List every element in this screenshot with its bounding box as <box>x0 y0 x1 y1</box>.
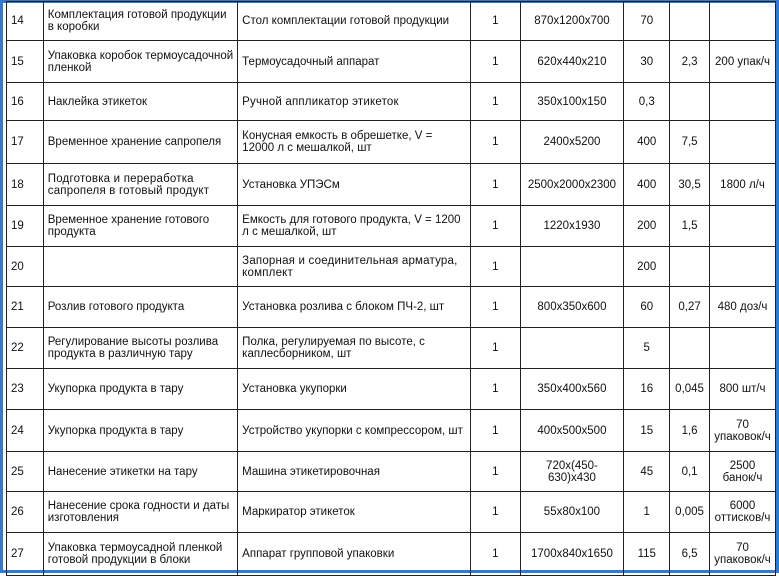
equipment-name-cell: Машина этикетировочная <box>238 452 471 492</box>
mass-value-cell: 0,1 <box>670 452 710 492</box>
power-value-cell: 16 <box>624 369 670 410</box>
productivity-value-cell <box>710 247 776 287</box>
quantity-cell: 1 <box>471 83 520 121</box>
dimensions-cell: 870x1200x700 <box>520 2 624 41</box>
operation-name-cell: Регулирование высоты розлива продукта в различную тару <box>43 328 237 369</box>
table-row <box>7 164 776 206</box>
productivity-value-cell: 480 доз/ч <box>710 287 776 328</box>
equipment-name-cell: Установка УПЭСм <box>238 164 471 206</box>
mass-value-cell: 0,045 <box>670 369 710 410</box>
mass-value-cell <box>670 2 710 41</box>
productivity-value-cell: 800 шт/ч <box>710 369 776 410</box>
quantity-cell: 1 <box>471 121 520 164</box>
row-number-cell: 15 <box>7 41 44 83</box>
row-number-cell: 23 <box>7 369 44 410</box>
row-number-cell: 19 <box>7 206 44 247</box>
operation-name-cell: Укупорка продукта в тару <box>43 369 237 410</box>
dimensions-cell: 1220x1930 <box>520 206 624 247</box>
equipment-name-cell: Ручной аппликатор этикеток <box>238 83 471 121</box>
operation-name-cell: Упаковка коробок термоусадочной пленкой <box>43 41 237 83</box>
operation-name-cell: Временное хранение готового продукта <box>43 206 237 247</box>
equipment-name-cell: Конусная емкость в обрешетке, V = 12000 л с мешалкой, шт <box>238 121 471 164</box>
operation-name-cell: Наклейка этикеток <box>43 83 237 121</box>
table-row <box>7 2 776 41</box>
quantity-cell: 1 <box>471 287 520 328</box>
productivity-value-cell <box>710 2 776 41</box>
dimensions-cell: 350x100x150 <box>520 83 624 121</box>
power-value-cell: 400 <box>624 164 670 206</box>
table-body <box>7 2 776 576</box>
power-value-cell: 30 <box>624 41 670 83</box>
row-number-cell: 17 <box>7 121 44 164</box>
row-number-cell: 24 <box>7 410 44 452</box>
dimensions-cell: 350x400x560 <box>520 369 624 410</box>
productivity-value-cell <box>710 206 776 247</box>
table-row <box>7 328 776 369</box>
equipment-name-cell: Полка, регулируемая по высоте, с каплесборником, шт <box>238 328 471 369</box>
equipment-name-cell: Стол комплектации готовой продукции <box>238 2 471 41</box>
dimensions-cell: 620x440x210 <box>520 41 624 83</box>
dimensions-cell: 400x500x500 <box>520 410 624 452</box>
power-value-cell: 200 <box>624 206 670 247</box>
mass-value-cell: 30,5 <box>670 164 710 206</box>
equipment-name-cell: Запорная и соединительная арматура, комплект <box>238 247 471 287</box>
equipment-name-cell: Термоусадочный аппарат <box>238 41 471 83</box>
productivity-value-cell: 1800 л/ч <box>710 164 776 206</box>
table-row <box>7 492 776 533</box>
productivity-value-cell <box>710 328 776 369</box>
mass-value-cell: 1,5 <box>670 206 710 247</box>
operation-name-cell: Комплектация готовой продукции в коробки <box>43 2 237 41</box>
quantity-cell: 1 <box>471 452 520 492</box>
table-row <box>7 83 776 121</box>
operation-name-cell: Упаковка термоусадной пленкой готовой продукции в блоки <box>43 533 237 576</box>
quantity-cell: 1 <box>471 206 520 247</box>
quantity-cell: 1 <box>471 41 520 83</box>
table-row <box>7 247 776 287</box>
equipment-name-cell: Емкость для готового продукта, V = 1200 л с мешалкой, шт <box>238 206 471 247</box>
productivity-value-cell: 6000 оттисков/ч <box>710 492 776 533</box>
quantity-cell: 1 <box>471 2 520 41</box>
operation-name-cell: Нанесение этикетки на тару <box>43 452 237 492</box>
power-value-cell: 200 <box>624 247 670 287</box>
table-row <box>7 121 776 164</box>
mass-value-cell: 6,5 <box>670 533 710 576</box>
mass-value-cell: 7,5 <box>670 121 710 164</box>
table-row <box>7 41 776 83</box>
dimensions-cell: 720x(450-630)x430 <box>520 452 624 492</box>
quantity-cell: 1 <box>471 410 520 452</box>
equipment-name-cell: Аппарат групповой упаковки <box>238 533 471 576</box>
dimensions-cell <box>520 247 624 287</box>
table-row <box>7 410 776 452</box>
dimensions-cell: 2500x2000x2300 <box>520 164 624 206</box>
mass-value-cell: 1,6 <box>670 410 710 452</box>
power-value-cell: 1 <box>624 492 670 533</box>
table-row <box>7 452 776 492</box>
quantity-cell: 1 <box>471 533 520 576</box>
operation-name-cell: Подготовка и переработка сапропеля в готовый продукт <box>43 164 237 206</box>
power-value-cell: 400 <box>624 121 670 164</box>
table-row <box>7 287 776 328</box>
operation-name-cell: Розлив готового продукта <box>43 287 237 328</box>
power-value-cell: 0,3 <box>624 83 670 121</box>
equipment-table <box>6 1 776 576</box>
row-number-cell: 25 <box>7 452 44 492</box>
equipment-name-cell: Установка укупорки <box>238 369 471 410</box>
dimensions-cell: 55x80x100 <box>520 492 624 533</box>
equipment-name-cell: Устройство укупорки с компрессором, шт <box>238 410 471 452</box>
quantity-cell: 1 <box>471 328 520 369</box>
operation-name-cell: Нанесение срока годности и даты изготовления <box>43 492 237 533</box>
power-value-cell: 60 <box>624 287 670 328</box>
equipment-name-cell: Установка розлива с блоком ПЧ-2, шт <box>238 287 471 328</box>
operation-name-cell <box>43 247 237 287</box>
row-number-cell: 27 <box>7 533 44 576</box>
power-value-cell: 115 <box>624 533 670 576</box>
quantity-cell: 1 <box>471 369 520 410</box>
dimensions-cell: 800x350x600 <box>520 287 624 328</box>
table-row <box>7 369 776 410</box>
equipment-name-cell: Маркиратор этикеток <box>238 492 471 533</box>
operation-name-cell: Укупорка продукта в тару <box>43 410 237 452</box>
row-number-cell: 26 <box>7 492 44 533</box>
row-number-cell: 22 <box>7 328 44 369</box>
power-value-cell: 70 <box>624 2 670 41</box>
mass-value-cell <box>670 83 710 121</box>
row-number-cell: 21 <box>7 287 44 328</box>
dimensions-cell <box>520 328 624 369</box>
productivity-value-cell: 70 упаковок/ч <box>710 410 776 452</box>
power-value-cell: 5 <box>624 328 670 369</box>
productivity-value-cell <box>710 83 776 121</box>
mass-value-cell: 2,3 <box>670 41 710 83</box>
table-row <box>7 206 776 247</box>
table-row <box>7 533 776 576</box>
row-number-cell: 16 <box>7 83 44 121</box>
mass-value-cell: 0,27 <box>670 287 710 328</box>
productivity-value-cell: 2500 банок/ч <box>710 452 776 492</box>
operation-name-cell: Временное хранение сапропеля <box>43 121 237 164</box>
mass-value-cell <box>670 328 710 369</box>
productivity-value-cell <box>710 121 776 164</box>
row-number-cell: 14 <box>7 2 44 41</box>
mass-value-cell <box>670 247 710 287</box>
productivity-value-cell: 200 упак/ч <box>710 41 776 83</box>
quantity-cell: 1 <box>471 492 520 533</box>
row-number-cell: 18 <box>7 164 44 206</box>
productivity-value-cell: 70 упаковок/ч <box>710 533 776 576</box>
dimensions-cell: 2400x5200 <box>520 121 624 164</box>
dimensions-cell: 1700x840x1650 <box>520 533 624 576</box>
quantity-cell: 1 <box>471 247 520 287</box>
power-value-cell: 45 <box>624 452 670 492</box>
row-number-cell: 20 <box>7 247 44 287</box>
mass-value-cell: 0,005 <box>670 492 710 533</box>
quantity-cell: 1 <box>471 164 520 206</box>
power-value-cell: 15 <box>624 410 670 452</box>
